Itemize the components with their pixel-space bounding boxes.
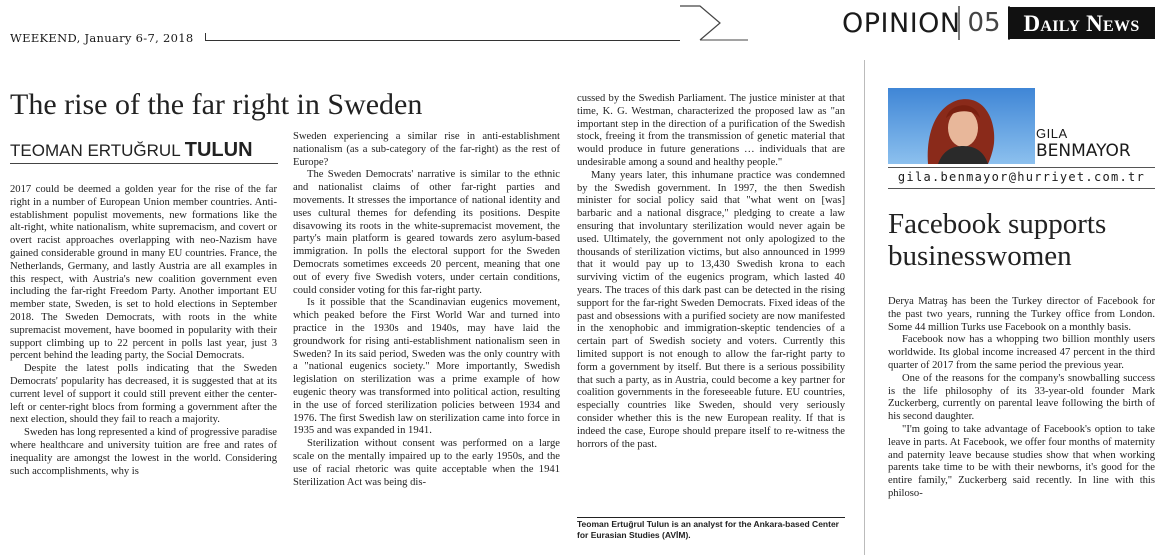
paragraph: Sweden experiencing a similar rise in anti-establishment nationalism (as a sub-category of the far-right) as the rest of Europe?	[293, 131, 560, 168]
email-rule-top	[888, 167, 1155, 168]
paragraph: Facebook now has a whopping two billion monthly users worldwide. Its global income increased 47 percent in the third quarter of 2017 from the same period the previous year.	[888, 334, 1155, 371]
byline-last: TULUN	[184, 139, 253, 161]
paragraph: Sweden has long represented a kind of progressive paradise where healthcare and university tuition are free and rates of inequality are amongst the lowest in the world. Considering such accomplishments, why is	[10, 427, 277, 477]
author-footnote: Teoman Ertuğrul Tulun is an analyst for the Ankara-based Center for Eurasian Studies (AVİM).	[577, 519, 839, 540]
article-column-1	[10, 184, 277, 478]
page-number: 05	[958, 6, 1010, 40]
paragraph: Many years later, this inhumane practice was condemned by the Swedish government. In 1997, the then Swedish minister for social policy said that "what went on [was] barbaric and a national disgrace," pledging to create a law ensuring that involuntary sterilization would never again be used. Ultimately, the government not only apologized to the thousands of sterilization victims, but also announced in 1999 that it would pay up to 13,430 Swedish krona to each surviving victim of the eugenics program, which lasted 40 years. The traces of this dark past can be detected in the rising support for the far-right Sweden Democrats. Fixed ideas of the past and obsessions with a purified society are now manifested in the xenophobic and immigration-skeptic tendencies of a certain part of Swedish society and voters. Currently this limited support is not enough to allow the far-right party to form a government by itself. But there is a serious possibility that such a party, as in Austria, could become a key partner for coalition governments in the foreseeable future. EU countries, especially countries like Sweden, should very seriously consider whether this is the new European reality. If that is indeed the case, Europe should prepare itself to re-witness the horrors of the past.	[577, 169, 845, 450]
article-title: The rise of the far right in Sweden	[10, 88, 423, 121]
paragraph: One of the reasons for the company's snowballing success is the life philosophy of its 33-year-old founder Mark Zuckerberg, currently on parental leave following the birth of his second daughter.	[888, 372, 1155, 423]
column-title: Facebook supports businesswomen	[888, 208, 1107, 272]
columnist-last-name: BENMAYOR	[1036, 141, 1131, 161]
paragraph: cussed by the Swedish Parliament. The justice minister at that time, K. G. Westman, characterized the proposed law as "an important step in the direction of a purification of the Swedish stock, freeing it from the transmission of genetic material that would produce in future generations … individuals that are undesirable among a sound and healthy people."	[577, 93, 845, 168]
article-byline	[10, 139, 253, 162]
article-column-3	[577, 93, 845, 451]
columnist-email[interactable]: gila.benmayor@hurriyet.com.tr	[897, 170, 1146, 184]
footnote-rule	[577, 517, 845, 518]
email-rule-bottom	[888, 188, 1155, 189]
byline-rule	[10, 163, 278, 164]
brand-logo: Daily News	[1008, 7, 1155, 39]
header-rule	[205, 40, 680, 41]
paragraph: 2017 could be deemed a golden year for the rise of the far right in a number of European Union member countries. Anti-establishment populist movements, new formations like the alt-right, white nationalism, white supremacism, and covert or overt racist approaches overlapping with neo-Nazism have gained considerable ground in many EU countries. France, the Netherlands, Germany, and lastly Austria are all examples in this respect, with Austria's new coalition government even including the far-right Freedom Party. Another important EU member state, Sweden, is set to hold elections in September 2018. The Sweden Democrats, with roots in the white supremacist movement, have boomed in popularity with their support climbing up to 22 percent in polls last year, just 3 percent behind the leading party, the Social Democrats.	[10, 184, 277, 362]
paragraph: Derya Matraş has been the Turkey director of Facebook for the past two years, running the Turkey office from London. Some 44 million Turks use Facebook on a monthly basis.	[888, 296, 1155, 333]
column-body	[888, 296, 1155, 501]
column-divider	[864, 60, 865, 555]
header-arrow-icon	[678, 5, 748, 45]
author-photo	[888, 88, 1035, 164]
paragraph: Sterilization without consent was performed on a large scale on the mentally impaired up to the early 1950s, and the use of racial rhetoric was quite acceptable when the 1941 Sterilization Act was being dis-	[293, 438, 560, 488]
article-column-2	[293, 131, 560, 489]
paragraph: The Sweden Democrats' narrative is similar to the ethnic and nationalist claims of other far-right parties and movements. It stresses the importance of national identity and uses cultural themes for defending its positions. Despite disavowing its roots in the white-supremacist movement, the party's main platform is geared towards zero asylum-based immigration. In polls the electoral support for the Sweden Democrats sometimes exceeds 20 percent, meaning that one out of every five Swedish voters, under certain conditions, could consider voting for this far-right party.	[293, 169, 560, 296]
dateline: WEEKEND, January 6-7, 2018	[10, 31, 194, 45]
byline-first: TEOMAN ERTUĞRUL	[10, 141, 181, 160]
section-label: OPINION	[842, 8, 961, 39]
columnist-first-name: GILA	[1036, 126, 1068, 141]
paragraph: "I'm going to take advantage of Facebook's option to take leave in parts. At Facebook, we offer four months of maternity and paternity leave because studies show that when working parents take time to be with their newborns, it's good for the entire family," Zuckerberg said recently. In line with this philoso-	[888, 423, 1155, 499]
paragraph: Is it possible that the Scandinavian eugenics movement, which peaked before the First World War and turned into practice in the 1930s and 1940s, may have laid the groundwork for rising anti-establishment nationalism seen in Sweden? In its said period, Sweden was the only country with a "national eugenics society." More importantly, Swedish legislation on sterilization was a prime example of how eugenic theory was transformed into political action, resulting in the use of forced sterilization policies between 1934 and 1976. The first Swedish law on sterilization came into force in 1935 and was expanded in 1941.	[293, 297, 560, 437]
paragraph: Despite the latest polls indicating that the Sweden Democrats' popularity has decreased, it is suggested that at its current level of support it could still prevent either the center-left or center-right blocs from forming a government after the next election, should they fail to reach a majority.	[10, 363, 277, 426]
